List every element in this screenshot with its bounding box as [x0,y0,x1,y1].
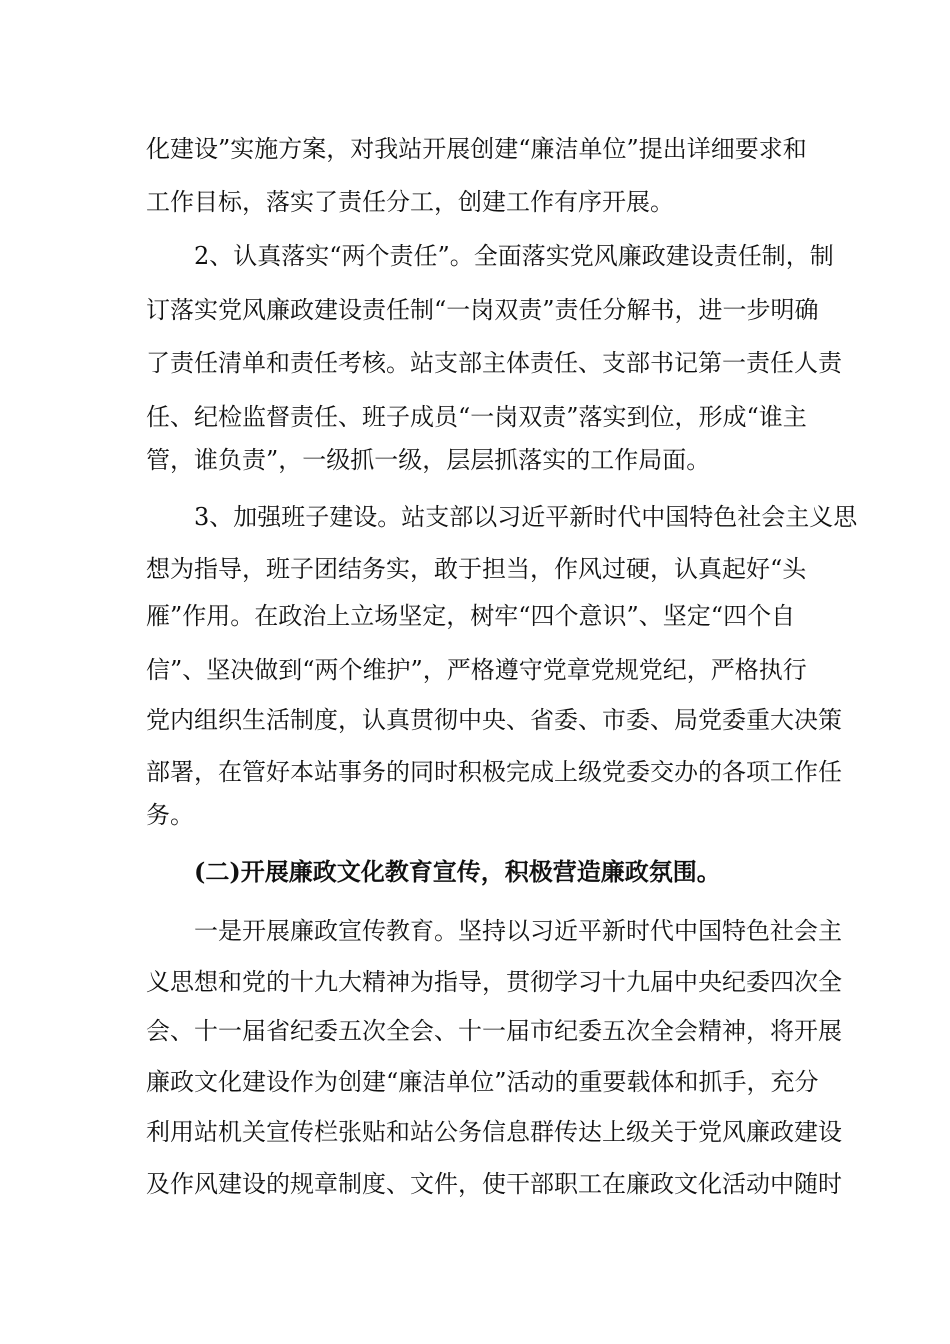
text-line: 任、纪检监督责任、班子成员“一岗双责”落实到位，形成“谁主 [146,403,807,431]
text-line: 管，谁负责”，一级抓一级，层层抓落实的工作局面。 [146,446,711,474]
text-line: 雁”作用。在政治上立场坚定，树牢“四个意识”、坚定“四个自 [146,602,796,630]
paragraph-start-line: 3、加强班子建设。站支部以习近平新时代中国特色社会主义思 [194,503,858,531]
text-line: 信”、坚决做到“两个维护”，严格遵守党章党规党纪，严格执行 [146,656,807,684]
paragraph-start-line: 一是开展廉政宣传教育。坚持以习近平新时代中国特色社会主 [194,917,842,945]
text-line: 会、十一届省纪委五次全会、十一届市纪委五次全会精神，将开展 [146,1017,842,1045]
paragraph-start-line: 2、认真落实“两个责任”。全面落实党风廉政建设责任制，制 [194,242,834,270]
text-line: 党内组织生活制度，认真贯彻中央、省委、市委、局党委重大决策 [146,706,842,734]
text-line: 义思想和党的十九大精神为指导，贯彻学习十九届中央纪委四次全 [146,968,842,996]
text-line: 廉政文化建设作为创建“廉洁单位”活动的重要载体和抓手，充分 [146,1068,819,1096]
text-line: 利用站机关宣传栏张贴和站公务信息群传达上级关于党风廉政建设 [146,1118,842,1146]
text-line: 想为指导，班子团结务实，敢于担当，作风过硬，认真起好“头 [146,555,807,583]
text-line: 工作目标，落实了责任分工，创建工作有序开展。 [146,188,674,216]
text-line: 订落实党风廉政建设责任制“一岗双责”责任分解书，进一步明确 [146,296,819,324]
section-heading: (二)开展廉政文化教育宣传，积极营造廉政氛围。 [194,857,721,886]
text-line: 务。 [146,801,194,829]
text-line: 了责任清单和责任考核。站支部主体责任、支部书记第一责任人责 [146,349,842,377]
text-line: 部署，在管好本站事务的同时积极完成上级党委交办的各项工作任 [146,758,842,786]
text-line: 及作风建设的规章制度、文件，使干部职工在廉政文化活动中随时 [146,1170,842,1198]
text-line: 化建设”实施方案，对我站开展创建“廉洁单位”提出详细要求和 [146,135,807,163]
